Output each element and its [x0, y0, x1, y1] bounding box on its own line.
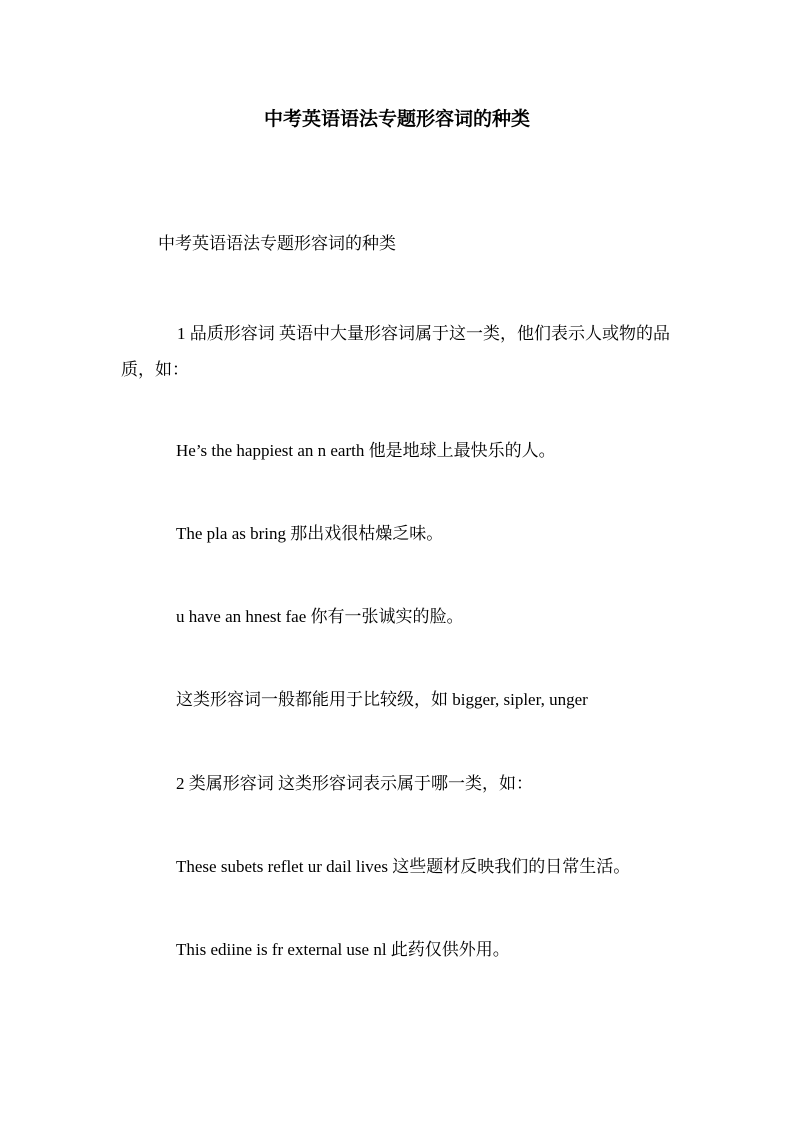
document-title: 中考英语语法专题形容词的种类: [263, 109, 530, 130]
comparative-note: 这类形容词一般都能用于比较级，如 bigger, sipler, unger: [176, 690, 588, 709]
example-sentence-3: u have an hnest fae 你有一张诚实的脸。: [176, 607, 464, 626]
example-sentence-2: The pla as bring 那出戏很枯燥乏味。: [176, 524, 444, 543]
example-sentence-1: He’s the happiest an n earth 他是地球上最快乐的人。: [176, 441, 556, 460]
section2-heading: 2 类属形容词 这类形容词表示属于哪一类，如：: [176, 774, 533, 793]
section1-paragraph: 1 品质形容词 英语中大量形容词属于这一类，他们表示人或物的品质，如：: [121, 324, 670, 379]
example-sentence-5: This ediine is fr external use nl 此药仅供外用。: [176, 940, 510, 959]
document-subtitle: 中考英语语法专题形容词的种类: [158, 234, 396, 253]
example-sentence-4: These subets reflet ur dail lives 这些题材反映我们的日常生活。: [176, 857, 631, 876]
